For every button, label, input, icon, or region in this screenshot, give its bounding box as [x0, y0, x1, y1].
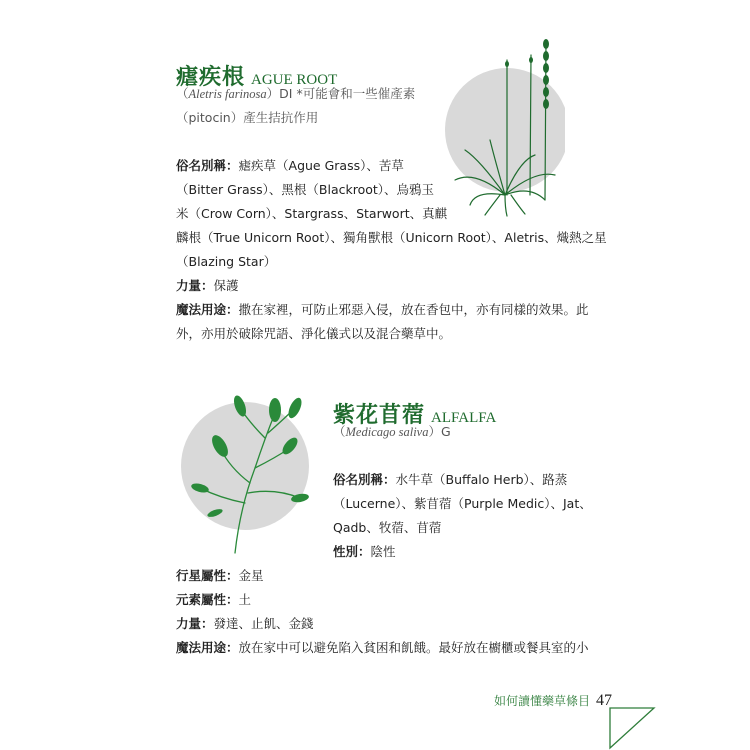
entry2-alias-text1: 水牛草（Buffalo Herb）、路蒸	[395, 472, 568, 487]
entry1-title-en: AGUE ROOT	[251, 72, 338, 88]
entry1-title-zh: 瘧疾根	[176, 65, 246, 90]
entry2-alias-line2: （Lucerne）、紫苜蓿（Purple Medic）、Jat、	[333, 496, 592, 511]
paren-close: ）G	[428, 424, 451, 439]
entry2-sci-line	[333, 420, 451, 444]
entry1-alias-text1: 瘧疾草（Ague Grass）、苦草	[238, 158, 404, 173]
entry1-alias-label: 俗名別稱：	[176, 158, 239, 173]
entry2-magic-line1	[176, 636, 589, 660]
entry2-power	[176, 612, 314, 636]
entry2-sci-name: Medicago saliva	[345, 425, 429, 439]
entry1-magic-text1: 撒在家裡，可防止邪惡入侵，放在香包中，亦有同樣的效果。此	[238, 302, 589, 317]
footer-section-title: 如何讀懂藥草條目	[494, 694, 591, 708]
alfalfa-illustration	[180, 388, 320, 558]
entry1-alias-line5: （Blazing Star）	[176, 254, 277, 269]
page-footer	[494, 690, 612, 710]
entry1-sci-line	[176, 82, 415, 106]
entry2-gender-label: 性別：	[333, 544, 371, 559]
entry1-alias-line3: 米（Crow Corn）、Stargrass、Starwort、真麒	[176, 206, 448, 221]
entry1-power-label: 力量：	[176, 278, 214, 293]
entry2-power-value: 發達、止飢、金錢	[213, 616, 314, 631]
entry2-title-zh: 紫花苜蓿	[333, 403, 426, 428]
paren-open: （	[333, 424, 346, 439]
entry2-planet	[176, 564, 264, 588]
corner-triangle-icon	[606, 706, 656, 750]
illustration-circle	[445, 68, 565, 192]
entry1-alias-line4: 麟根（True Unicorn Root）、獨角獸根（Unicorn Root）、Aletris、熾熱之星	[176, 230, 607, 245]
entry2-element-label: 元素屬性：	[176, 592, 239, 607]
entry2-element-value: 土	[238, 592, 252, 607]
entry2-alias-line1	[333, 468, 567, 492]
entry1-magic-line1	[176, 298, 589, 322]
entry2-planet-value: 金星	[238, 568, 264, 583]
entry2-magic-text1: 放在家中可以避免陷入貧困和飢餓。最好放在櫥櫃或餐具室的小	[238, 640, 589, 655]
page-number: 47	[596, 692, 613, 709]
entry2-element	[176, 588, 251, 612]
entry1-power	[176, 274, 239, 298]
entry2-power-label: 力量：	[176, 616, 214, 631]
paren-open: （	[176, 86, 189, 101]
entry2-gender-value: 陰性	[370, 544, 396, 559]
entry1-power-value: 保護	[213, 278, 239, 293]
entry1-magic-line2: 外，亦用於破除咒語、淨化儀式以及混合藥草中。	[176, 326, 452, 341]
paren-close: ）	[266, 86, 280, 101]
entry1-sci-name: Aletris farinosa	[188, 87, 267, 101]
entry2-title-en: ALFALFA	[431, 410, 497, 426]
entry2-magic-label: 魔法用途：	[176, 640, 239, 655]
entry1-magic-label: 魔法用途：	[176, 302, 239, 317]
entry2-gender	[333, 540, 396, 564]
entry2-alias-label: 俗名別稱：	[333, 472, 396, 487]
entry1-alias-line2: （Bitter Grass）、黑根（Blackroot）、烏鴉玉	[176, 182, 435, 197]
entry2-planet-label: 行星屬性：	[176, 568, 239, 583]
entry1-sci-tail: DI *可能會和一些催產素	[279, 86, 416, 101]
illustration-circle	[181, 402, 309, 530]
ague-root-illustration	[445, 30, 565, 220]
entry1-line2: （pitocin）產生拮抗作用	[176, 110, 319, 125]
entry2-alias-line3: Qadb、牧蓿、苜蓿	[333, 520, 442, 535]
entry1-alias-line1	[176, 154, 404, 178]
